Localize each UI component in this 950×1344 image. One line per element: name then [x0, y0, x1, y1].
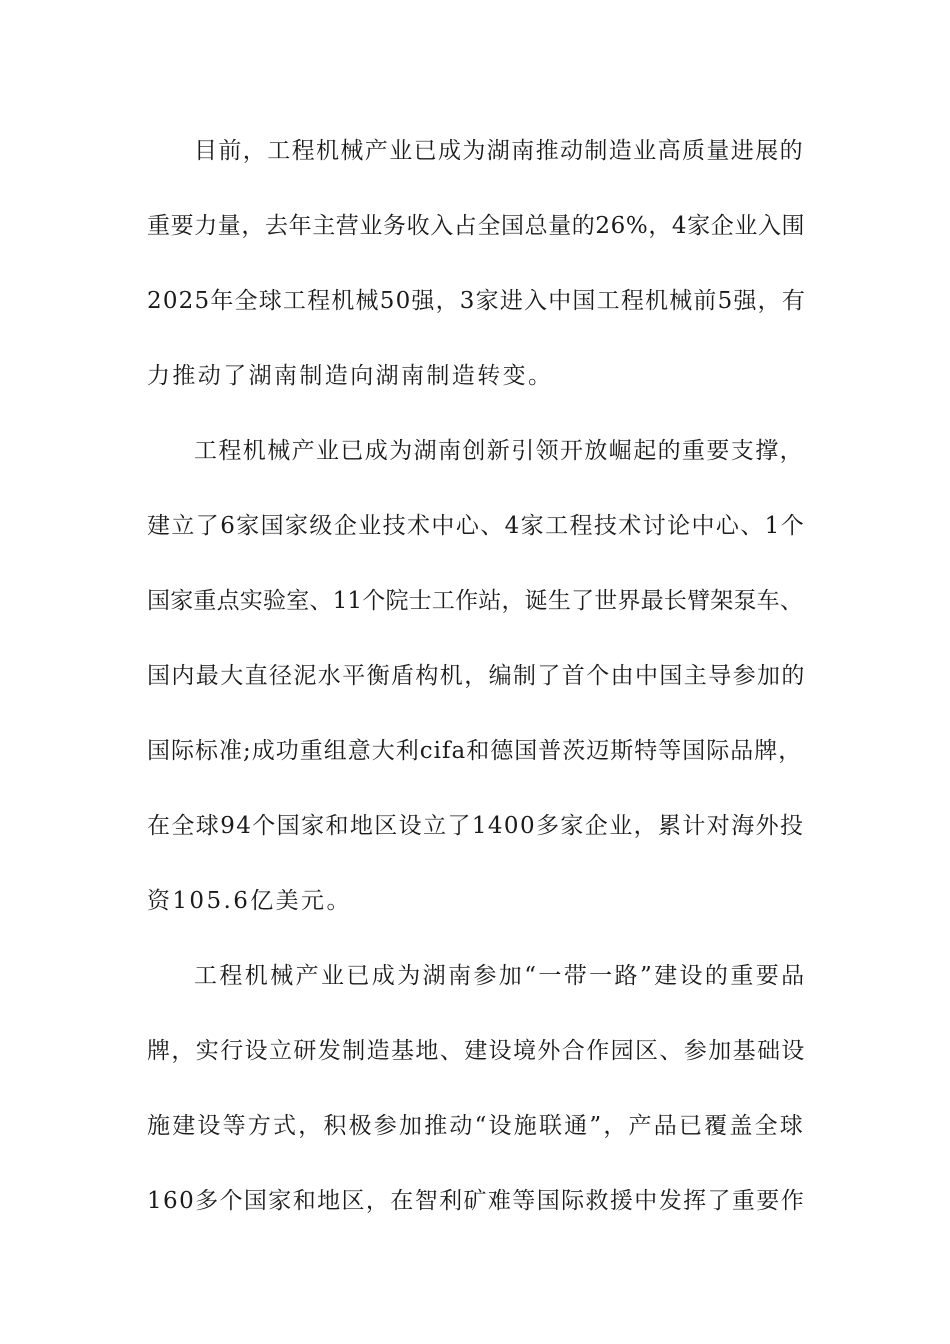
paragraph-3-line-2: 牌，实行设立研发制造基地、建设境外合作园区、参加基础设 [147, 1038, 806, 1064]
paragraph-3-line-3: 施建设等方式，积极参加推动“设施联通”，产品已覆盖全球 [147, 1113, 805, 1139]
paragraph-2-line-5: 国际标准;成功重组意大利cifa和德国普茨迈斯特等国际品牌， [147, 738, 803, 764]
paragraph-1-line-4: 力推动了湖南制造向湖南制造转变。 [147, 363, 554, 389]
paragraph-2-line-1: 工程机械产业已成为湖南创新引领开放崛起的重要支撑， [194, 438, 804, 464]
paragraph-2-line-6: 在全球94个国家和地区设立了1400多家企业，累计对海外投 [147, 813, 805, 839]
paragraph-1-line-3: 2025年全球工程机械50强，3家进入中国工程机械前5强，有 [147, 288, 807, 314]
paragraph-2-line-2: 建立了6家国家级企业技术中心、4家工程技术讨论中心、1个 [147, 513, 806, 539]
paragraph-2-line-4: 国内最大直径泥水平衡盾构机，编制了首个由中国主导参加的 [147, 663, 806, 689]
paragraph-3-line-4: 160多个国家和地区，在智利矿难等国际救援中发挥了重要作 [147, 1188, 806, 1214]
paragraph-1-line-2: 重要力量，去年主营业务收入占全国总量的26%，4家企业入围 [147, 213, 806, 239]
paragraph-2-line-7: 资105.6亿美元。 [147, 888, 352, 914]
paragraph-1-line-1: 目前，工程机械产业已成为湖南推动制造业高质量进展的 [194, 138, 804, 164]
paragraph-2-line-3: 国家重点实验室、11个院士工作站，诞生了世界最长臂架泵车、 [147, 588, 804, 614]
paragraph-3-line-1: 工程机械产业已成为湖南参加“一带一路”建设的重要品 [194, 963, 807, 989]
